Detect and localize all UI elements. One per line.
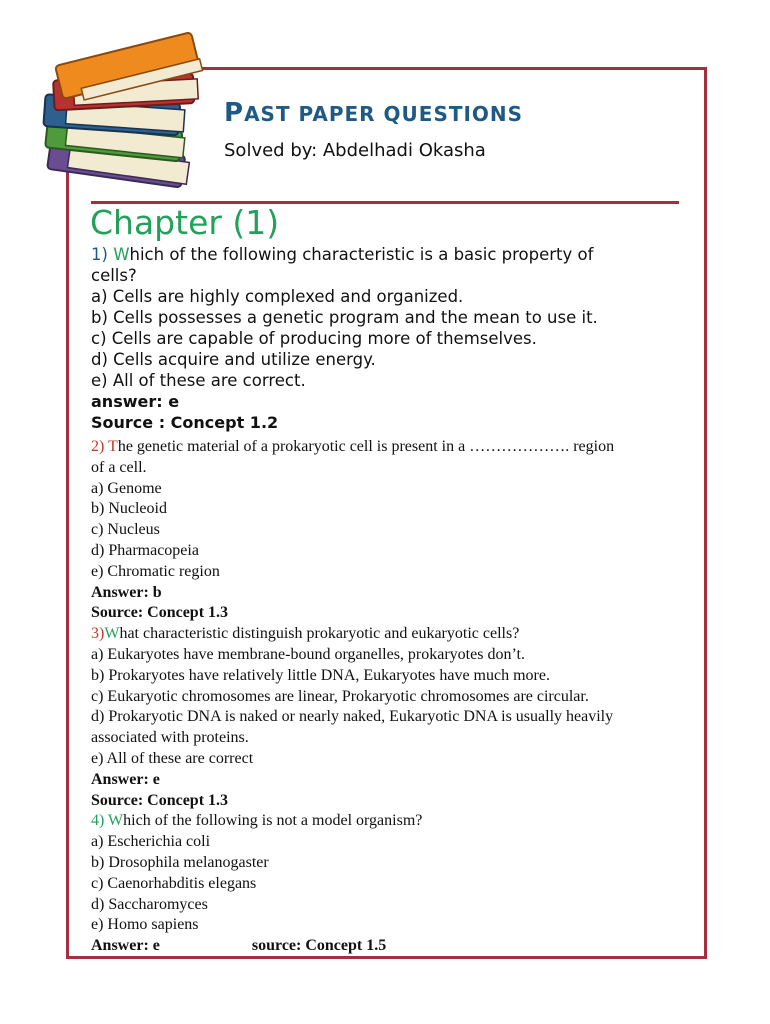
author-line: Solved by: Abdelhadi Okasha [224, 140, 486, 161]
option-e: e) All of these are correct. [91, 371, 306, 390]
question-1: 1) Which of the following characteristic is a basic property of cells? a) Cells are highly complexed and organized. b) Cells possesses a genetic program and the mean to use it. c) Cells are capable of producing more of themselves. d) Cells acquire and utilize energy. e) All of these are correct. answer: e Source : Concept 1.2 [91, 244, 681, 433]
question-3: 3)What characteristic distinguish prokaryotic and eukaryotic cells? a) Eukaryotes have membrane-bound organelles, prokaryotes don’t. b) Prokaryotes have relatively little DNA, Eukaryotes have much more. c) Eukaryotic chromosomes are linear, Prokaryotic chromosomes are circular. d) Prokaryotic DNA is naked or nearly naked, Eukaryotic DNA is usually heavily associated with proteins. e) All of these are correct Answer: e Source: Concept 1.3 [91, 624, 681, 811]
questions-block [91, 437, 681, 957]
answer: Answer: e [91, 770, 160, 788]
question-number: 2) T [91, 438, 118, 455]
question-2: 2) The genetic material of a prokaryotic cell is present in a ………………. region of a cell. a) Genome b) Nucleoid c) Nucleus d) Pharmacopeia e) Chromatic region Answer: b Source: Concept 1.3 [91, 437, 681, 624]
option-c: c) Nucleus [91, 521, 160, 539]
option-e: e) Homo sapiens [91, 916, 199, 934]
option-e: e) All of these are correct [91, 749, 254, 767]
source: source: Concept 1.5 [251, 937, 387, 955]
option-e: e) Chromatic region [91, 562, 220, 580]
answer: answer: e [91, 392, 180, 411]
option-d: d) Saccharomyces [91, 895, 208, 913]
answer: Answer: b [91, 583, 162, 601]
answer: Answer: e [91, 937, 160, 955]
source: Source : Concept 1.2 [91, 413, 279, 432]
option-b: b) Nucleoid [91, 500, 167, 518]
document-title: PAST PAPER QUESTIONS [224, 98, 524, 128]
source: Source: Concept 1.3 [91, 791, 229, 809]
option-d: d) Pharmacopeia [91, 541, 199, 559]
option-c: c) Eukaryotic chromosomes are linear, Prokaryotic chromosomes are circular. [91, 687, 589, 705]
question-number: 4) [91, 812, 109, 830]
option-a: a) Escherichia coli [91, 833, 211, 851]
chapter-heading: Chapter (1) [90, 203, 280, 242]
option-b: b) Prokaryotes have relatively little DNA, Eukaryotes have much more. [91, 666, 550, 684]
question-number: 1) [91, 245, 114, 264]
option-c: c) Cells are capable of producing more of themselves. [91, 329, 537, 348]
books-stack-icon [38, 28, 210, 198]
option-d: d) Prokaryotic DNA is naked or nearly naked, Eukaryotic DNA is usually heavily [91, 708, 614, 726]
option-a: a) Cells are highly complexed and organized. [91, 287, 464, 306]
option-a: a) Genome [91, 479, 162, 497]
option-b: b) Cells possesses a genetic program and the mean to use it. [91, 308, 598, 327]
source: Source: Concept 1.3 [91, 604, 229, 622]
question-number: 3) [91, 625, 105, 643]
option-a: a) Eukaryotes have membrane-bound organelles, prokaryotes don’t. [91, 645, 525, 663]
option-d: d) Cells acquire and utilize energy. [91, 350, 376, 369]
question-4: 4) Which of the following is not a model organism? a) Escherichia coli b) Drosophila melanogaster c) Caenorhabditis elegans d) Saccharomyces e) Homo sapiens Answer: e source: Concept 1.5 [91, 811, 681, 957]
option-b: b) Drosophila melanogaster [91, 853, 269, 871]
option-c: c) Caenorhabditis elegans [91, 874, 257, 892]
